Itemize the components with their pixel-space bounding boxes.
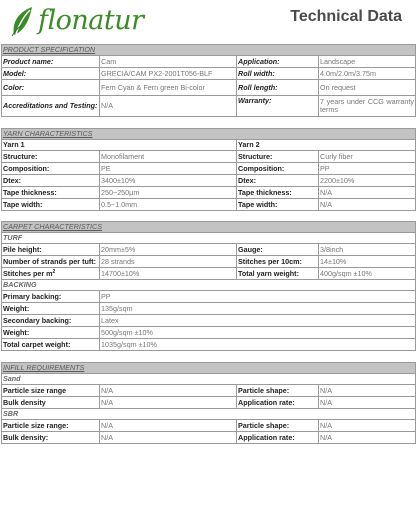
accreditations-value: N/A [100,96,237,117]
section-infill: INFILL REQUIREMENTS [2,363,416,374]
table-row: Bulk density N/A Application rate: N/A [2,397,416,409]
section-header [2,129,416,140]
table-row: Model: GRECIA/CAM PX2-2001T056-BLF Roll width: 4.0m/2.0m/3.75m [2,68,416,80]
table-row: Weight: 500g/sqm ±10% [2,327,416,339]
section-header [2,363,416,374]
product-name: Cam [100,56,237,68]
model-value: GRECIA/CAM PX2-2001T056-BLF [100,68,237,80]
table-row: Stitches per $m^2$ 14700±10% Total yarn weight: 400g/sqm ±10% [2,268,416,280]
table-row: Total carpet weight: 1035g/sqm ±10% [2,339,416,351]
yarn1-heading: Yarn 1 [2,140,237,151]
backing-heading: BACKING [2,280,416,291]
page-title: Technical Data [290,8,402,25]
table-row: Particle size range: N/A Particle shape: N/A [2,420,416,432]
roll-length-value: On request [319,80,416,96]
color-value: Fern Cyan & Fern green Bi-color [100,80,237,96]
table-row: Composition: PE Composition: PP [2,163,416,175]
brand-logo [10,4,144,38]
table-row: Tape thickness: 250~250μm Tape thickness: N/A [2,187,416,199]
table-row: Particle size range N/A Particle shape: N/A [2,385,416,397]
section-header [2,222,416,233]
table-row: Bulk density: N/A Application rate: N/A [2,432,416,444]
table-row: Structure: Monofilament Structure: Curly fiber [2,151,416,163]
yarn2-heading: Yarn 2 [237,140,416,151]
brand-name: flonatur [38,5,144,36]
table-row: Accreditations and Testing: N/A Warranty: 7 years under CCG warranty terms [2,96,416,117]
table-row: Dtex: 3400±10% Dtex: 2200±10% [2,175,416,187]
warranty-value: 7 years under CCG warranty terms [319,96,416,117]
table-row: Pile height: 20mm±5% Gauge: 3/8inch [2,244,416,256]
application-value: Landscape [319,56,416,68]
roll-width-value: 4.0m/2.0m/3.75m [319,68,416,80]
table-row: Tape width: 0.5~1.0mm Tape width: N/A [2,199,416,211]
section-yarn: YARN CHARACTERISTICS [2,129,416,140]
header [0,0,416,42]
spec-table [1,44,416,444]
section-product: PRODUCT SPECIFICATION [2,45,416,56]
sbr-heading: SBR [2,409,416,420]
table-row [2,140,416,151]
section-carpet: CARPET CHARACTERISTICS [2,222,416,233]
table-row: Weight: 135g/sqm [2,303,416,315]
sand-heading: Sand [2,374,416,385]
table-row: Product name: Cam Application: Landscape [2,56,416,68]
turf-heading: TURF [2,233,416,244]
leaf-icon [10,5,36,37]
table-row: Secondary backing: Latex [2,315,416,327]
table-row: Color: Fern Cyan & Fern green Bi-color Roll length: On request [2,80,416,96]
table-row: Number of strands per tuft: 28 strands Stitches per 10cm: 14±10% [2,256,416,268]
section-header [2,45,416,56]
table-row: Primary backing: PP [2,291,416,303]
